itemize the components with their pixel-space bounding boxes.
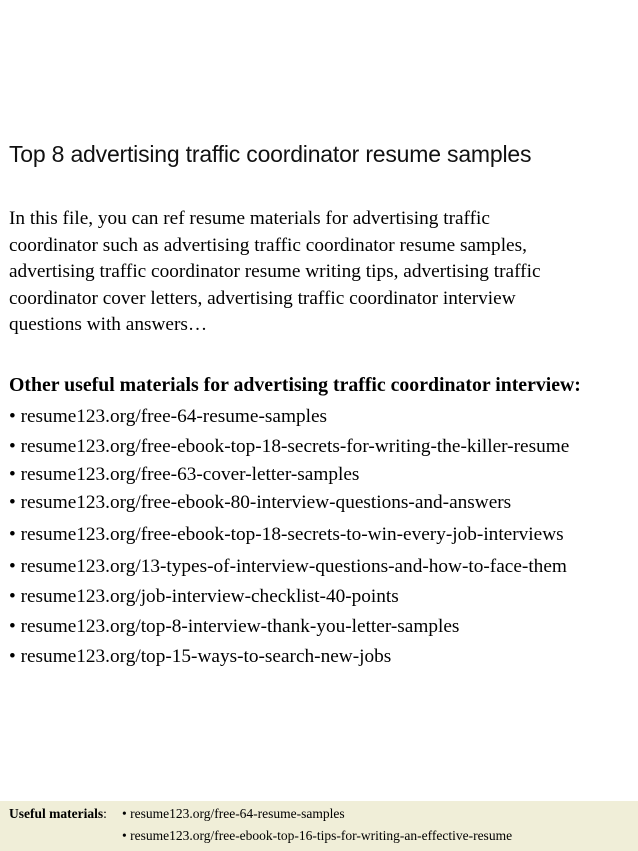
list-item: • resume123.org/free-64-resume-samples — [9, 406, 327, 427]
list-item: • resume123.org/free-ebook-top-18-secrets-for-writing-the-killer-resume — [9, 436, 570, 457]
intro-paragraph — [9, 206, 629, 339]
page-title: Top 8 advertising traffic coordinator resume samples — [9, 141, 532, 167]
footer-label — [9, 806, 107, 822]
list-item: • resume123.org/job-interview-checklist-40-points — [9, 586, 399, 607]
list-item: • resume123.org/free-ebook-top-18-secrets-to-win-every-job-interviews — [9, 524, 564, 545]
intro-line: coordinator such as advertising traffic coordinator resume samples, — [9, 234, 527, 256]
intro-line: advertising traffic coordinator resume writing tips, advertising traffic — [9, 261, 541, 282]
list-item: • resume123.org/top-8-interview-thank-you-letter-samples — [9, 616, 460, 637]
materials-heading: Other useful materials for advertising traffic coordinator interview: — [9, 374, 581, 396]
list-item: • resume123.org/top-15-ways-to-search-new-jobs — [9, 646, 392, 667]
footer-link: • resume123.org/free-64-resume-samples — [122, 806, 345, 821]
footer-label-text: Useful materials — [9, 806, 104, 821]
intro-line: coordinator cover letters, advertising traffic coordinator interview — [9, 287, 516, 309]
intro-line: In this file, you can ref resume materials for advertising traffic — [9, 208, 490, 229]
footer-label-separator: : — [103, 806, 107, 821]
list-item: • resume123.org/free-63-cover-letter-samples — [9, 464, 360, 485]
list-item: • resume123.org/free-ebook-80-interview-questions-and-answers — [9, 492, 512, 513]
intro-line: questions with answers… — [9, 314, 208, 335]
footer-link: • resume123.org/free-ebook-top-16-tips-for-writing-an-effective-resume — [122, 828, 513, 843]
list-item: • resume123.org/13-types-of-interview-questions-and-how-to-face-them — [9, 556, 567, 577]
